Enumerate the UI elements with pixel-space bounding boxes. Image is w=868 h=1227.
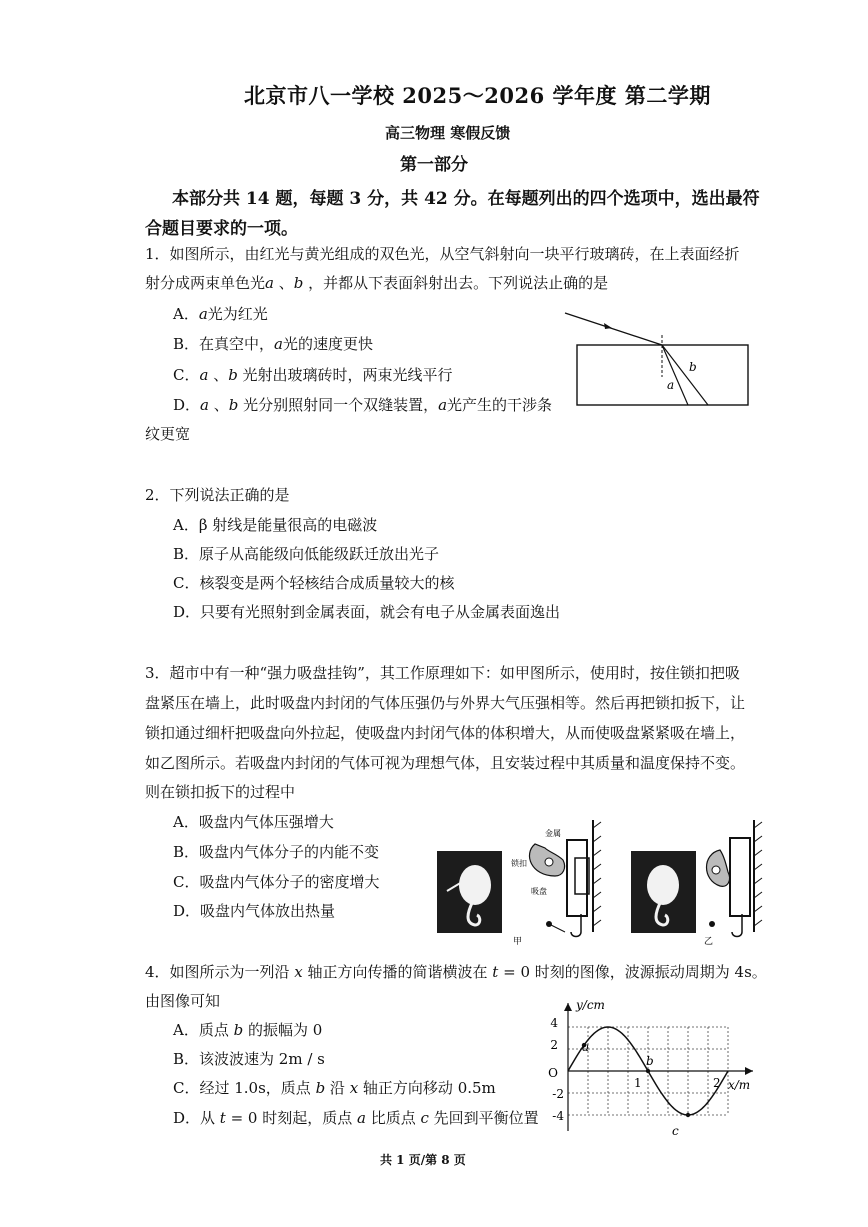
hook-photo-jia <box>437 851 502 933</box>
q2-stem: 2．下列说法正确的是 <box>145 486 290 504</box>
label-lock: 锁扣 <box>511 859 527 868</box>
x-tick-1: 1 <box>634 1076 642 1090</box>
ray-a <box>662 345 688 405</box>
ray-b <box>662 345 708 405</box>
y-tick-neg4: -4 <box>552 1109 564 1123</box>
q3-option-b: B．吸盘内气体分子的内能不变 <box>173 843 380 861</box>
q4-stem-line-1: 4．如图所示为一列沿 𝑥 轴正方向传播的简谐横波在 𝑡 = 0 时刻的图像，波源振动周期为 4s。 <box>145 963 767 981</box>
y-axis-label: y/cm <box>576 998 605 1012</box>
q2-option-c: C．核裂变是两个轻核结合成质量较大的核 <box>173 574 455 592</box>
q3-stem-line-4: 如乙图所示。若吸盘内封闭的气体可视为理想气体，且安装过程中其质量和温度保持不变。 <box>145 754 746 772</box>
q3-option-c: C．吸盘内气体分子的密度增大 <box>173 873 380 891</box>
x-tick-2: 2 <box>713 1076 721 1090</box>
q4-wave-graph <box>548 995 768 1137</box>
label-yi: 乙 <box>704 937 714 946</box>
q1-option-c: C．𝑎 、𝑏 光射出玻璃砖时，两束光线平行 <box>173 366 453 384</box>
q1-glass-figure <box>560 305 760 415</box>
label-jia: 甲 <box>513 937 523 946</box>
q3-stem-line-3: 锁扣通过细杆把吸盘向外拉起，使吸盘内封闭气体的体积增大，从而使吸盘紧紧吸在墙上， <box>145 724 746 742</box>
label-b: b <box>689 360 697 374</box>
exam-subtitle: 高三物理 寒假反馈 <box>385 124 511 142</box>
y-tick-4: 4 <box>550 1016 558 1030</box>
q3-stem-line-1: 3．超市中有一种“强力吸盘挂钩”，其工作原理如下：如甲图所示，使用时，按住锁扣把吸 <box>145 664 740 682</box>
label-point-c: c <box>672 1124 679 1137</box>
exam-title: 北京市八一学校 2025～2026 学年度 第二学期 <box>244 83 711 108</box>
q3-stem-line-2: 盘紧压在墙上，此时吸盘内封闭的气体压强仍与外界大气压强相等。然后再把锁扣扳下，让 <box>145 694 746 712</box>
label-a: a <box>667 378 675 392</box>
q1-stem-line-1: 1．如图所示，由红光与黄光组成的双色光，从空气斜射向一块平行玻璃砖，在上表面经折 <box>145 245 740 263</box>
q4-option-d: D．从 𝑡 = 0 时刻起，质点 𝑎 比质点 𝑐 先回到平衡位置 <box>173 1109 539 1127</box>
point-c <box>686 1113 690 1117</box>
page-footer: 共 1 页/第 8 页 <box>380 1153 466 1167</box>
intro-line-1: 本部分共 14 题，每题 3 分，共 42 分。在每题列出的四个选项中，选出最符 <box>172 189 760 209</box>
q3-option-a: A．吸盘内气体压强增大 <box>173 813 334 831</box>
y-axis-arrow <box>564 1003 572 1011</box>
q1-stem-line-2: 射分成两束单色光𝑎 、𝑏 ，并都从下表面斜射出去。下列说法止确的是 <box>145 274 609 292</box>
label-wall: 金属 <box>545 829 561 838</box>
q3-option-d: D．吸盘内气体放出热量 <box>173 902 336 920</box>
q4-option-b: B．该波波速为 2m / s <box>173 1050 325 1068</box>
q3-stem-line-5: 则在锁扣扳下的过程中 <box>145 783 296 801</box>
q4-option-c: C．经过 1.0s，质点 𝑏 沿 𝑥 轴正方向移动 0.5m <box>173 1079 496 1097</box>
intro-line-2: 合题目要求的一项。 <box>145 219 298 239</box>
y-tick-neg2: -2 <box>552 1087 564 1101</box>
q1-option-a: A．𝑎光为红光 <box>173 305 268 323</box>
y-tick-2: 2 <box>550 1038 558 1052</box>
label-point-b: b <box>646 1054 654 1068</box>
label-cup: 吸盘 <box>531 887 547 896</box>
label-point-a: a <box>582 1040 590 1054</box>
suction-diagram-yi <box>698 814 768 946</box>
q2-option-d: D．只要有光照射到金属表面，就会有电子从金属表面逸出 <box>173 603 561 621</box>
q2-option-a: A．β 射线是能量很高的电磁波 <box>173 516 378 534</box>
incident-ray <box>565 313 662 345</box>
q1-option-d: D．𝑎 、𝑏 光分别照射同一个双缝装置，𝑎光产生的干涉条 <box>173 396 553 414</box>
suction-diagram-jia <box>505 814 605 946</box>
q4-option-a: A．质点 𝑏 的振幅为 0 <box>173 1021 323 1039</box>
origin-label: O <box>548 1066 558 1080</box>
x-axis-arrow <box>745 1067 753 1075</box>
q4-stem-line-2: 由图像可知 <box>145 992 221 1010</box>
hook-photo-yi <box>631 851 696 933</box>
q2-option-b: B．原子从高能级向低能级跃迁放出光子 <box>173 545 440 563</box>
ray-arrow <box>604 323 612 329</box>
q1-option-b: B．在真空中，𝑎光的速度更快 <box>173 335 373 353</box>
q1-option-d-cont: 纹更宽 <box>145 425 191 443</box>
x-axis-label: x/m <box>728 1078 751 1092</box>
section-title: 第一部分 <box>400 155 468 175</box>
point-b <box>646 1069 650 1073</box>
